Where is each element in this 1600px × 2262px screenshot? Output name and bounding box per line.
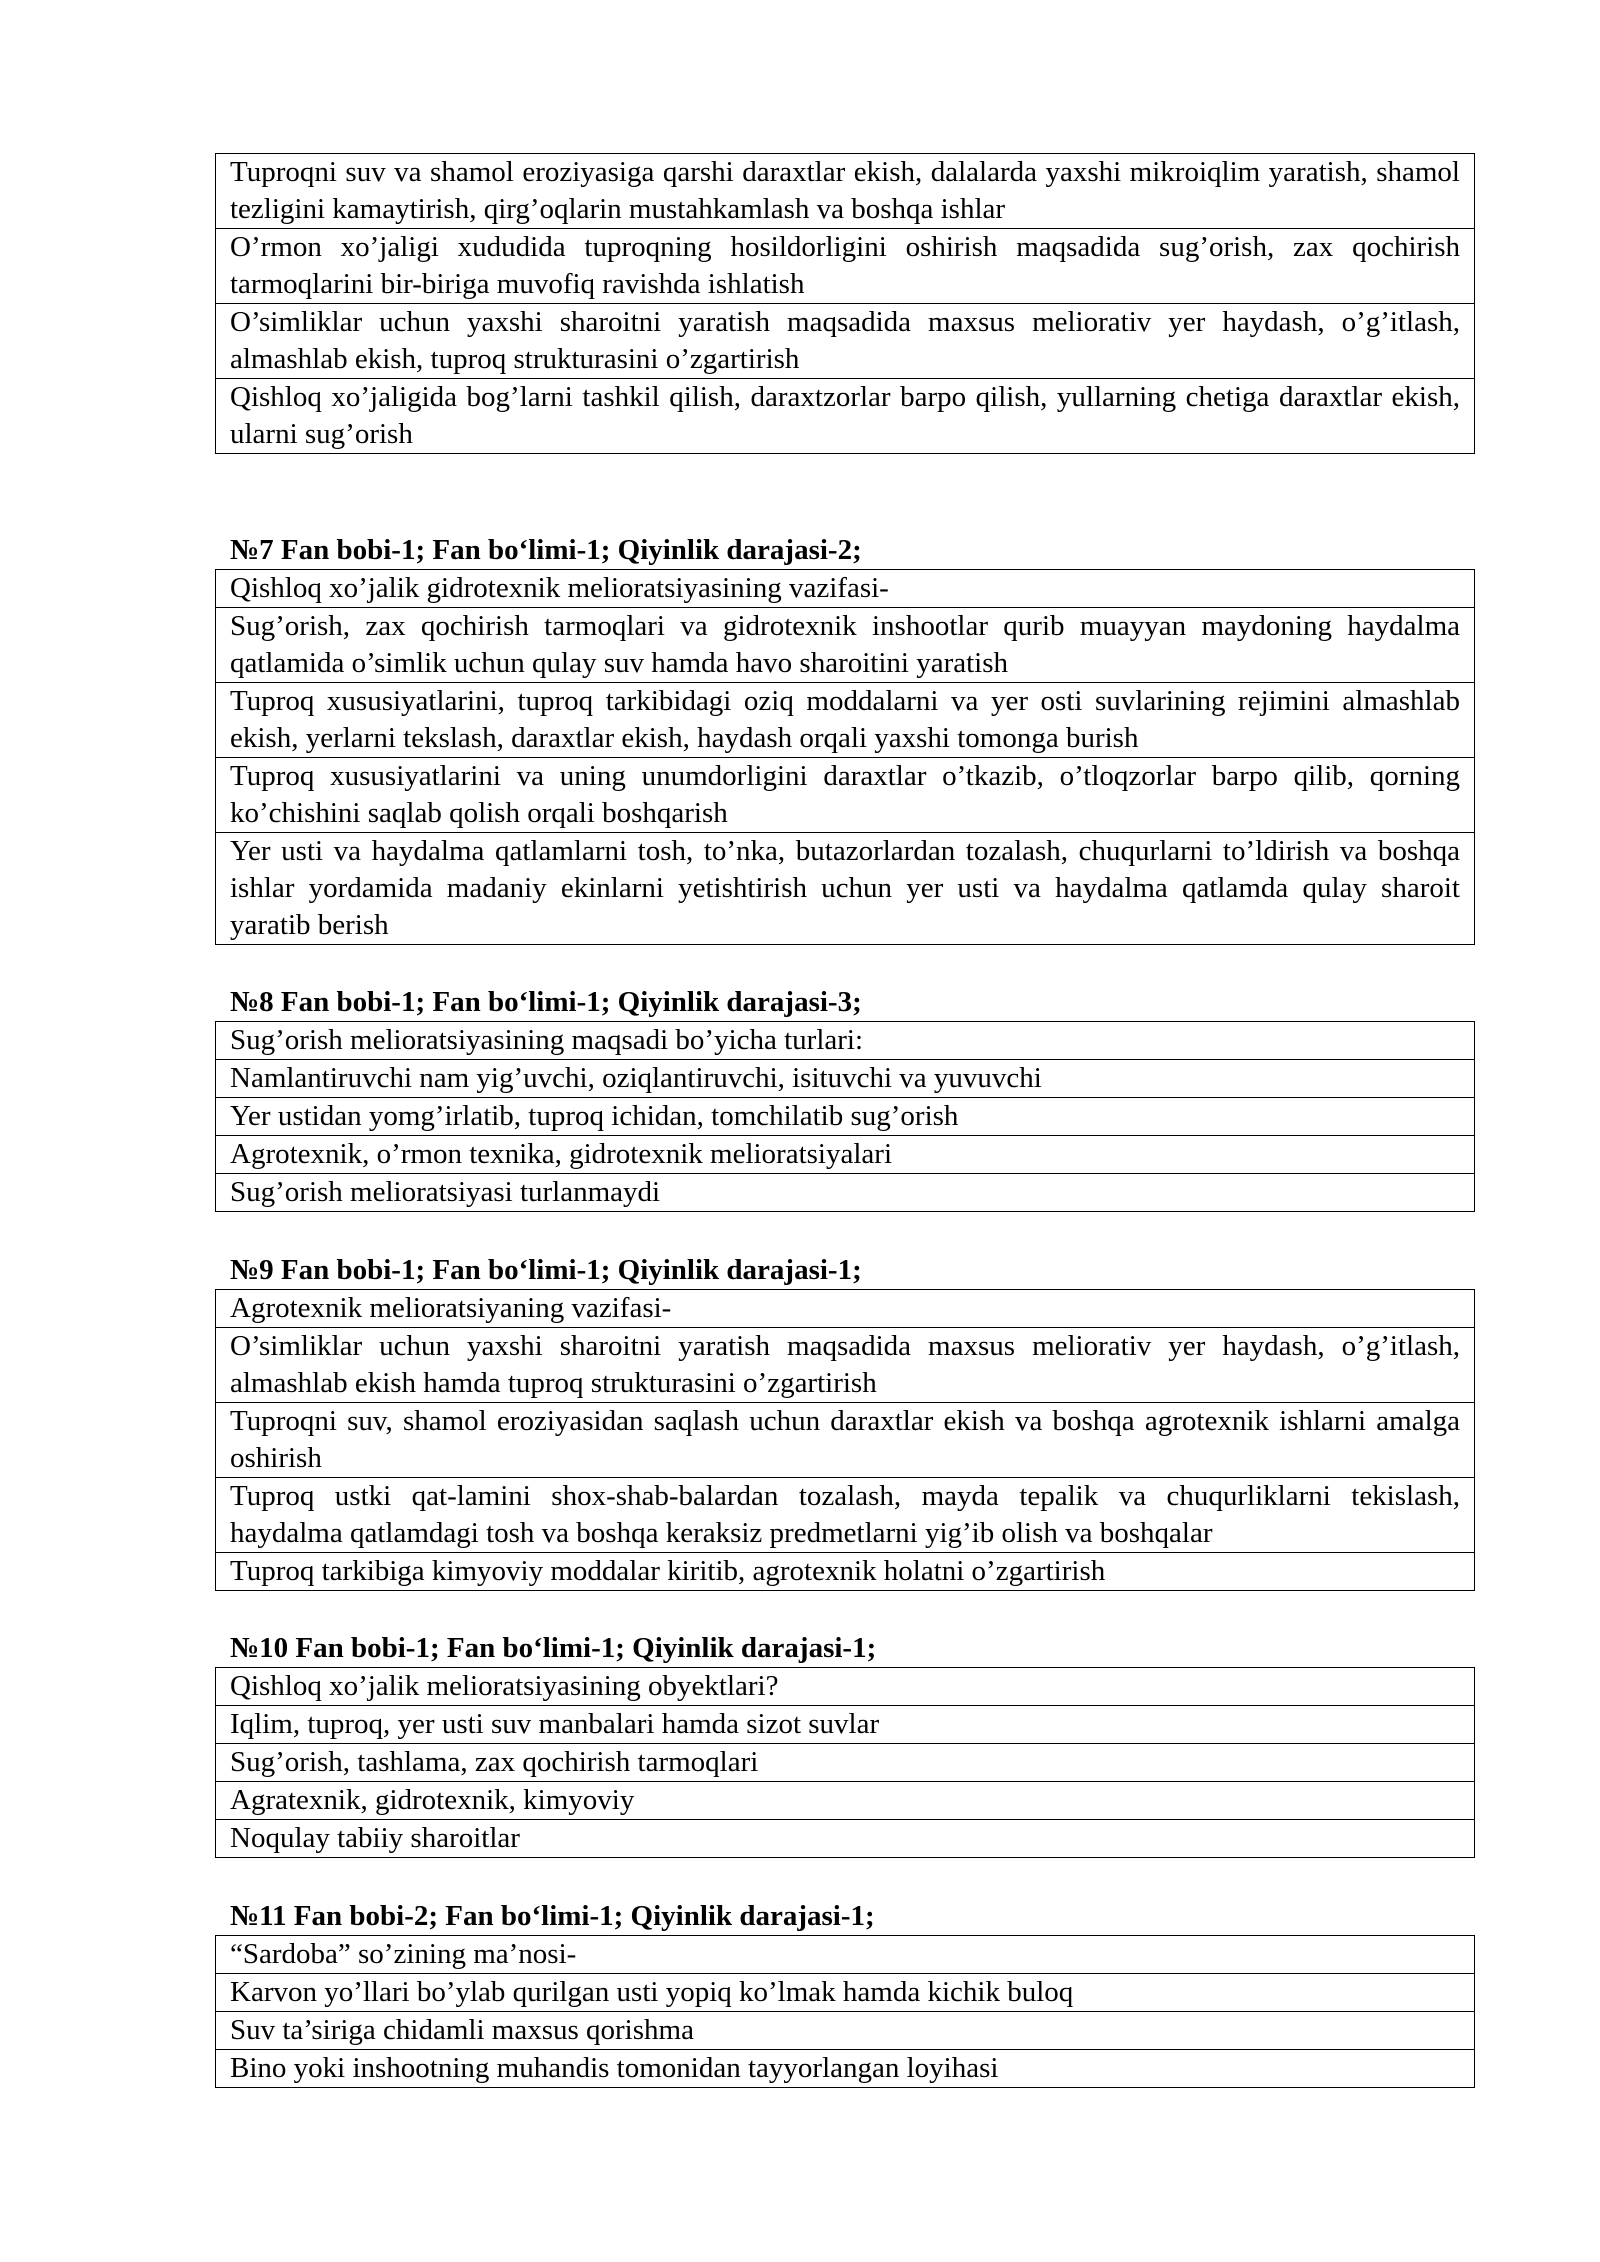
table-row <box>216 2012 1475 2050</box>
table-row <box>216 758 1475 833</box>
table-row <box>216 1403 1475 1478</box>
answer-option: Sug’orish, tashlama, zax qochirish tarmoqlari <box>216 1744 1475 1782</box>
question-heading: №7 Fan bobi-1; Fan bo‘limi-1; Qiyinlik darajasi-2; <box>230 534 862 566</box>
answer-option: Qishloq xo’jaligida bog’larni tashkil qilish, daraxtzorlar barpo qilish, yullarning chetiga daraxtlar ekish, ularni sug’orish <box>216 379 1475 454</box>
table-row <box>216 1974 1475 2012</box>
answer-option: Tuproq ustki qat-lamini shox-shab-balardan tozalash, mayda tepalik va chuqurliklarni tekislash, haydalma qatlamdagi tosh va boshqa keraksiz predmetlarni yig’ib olish va boshqalar <box>216 1478 1475 1553</box>
table-row <box>216 229 1475 304</box>
table-row <box>216 1290 1475 1328</box>
answer-option: Karvon yo’llari bo’ylab qurilgan usti yopiq ko’lmak hamda kichik buloq <box>216 1974 1475 2012</box>
question-text: Sug’orish melioratsiyasining maqsadi bo’yicha turlari: <box>216 1022 1475 1060</box>
answer-table <box>215 1289 1475 1591</box>
answer-option: Yer usti va haydalma qatlamlarni tosh, to’nka, butazorlardan tozalash, chuqurlarni to’ldirish va boshqa ishlar yordamida madaniy ekinlarni yetishtirish uchun yer usti va haydalma qatlamda qulay sharoit yaratib berish <box>216 833 1475 945</box>
question-block-7 <box>215 569 1475 945</box>
table-row <box>216 1782 1475 1820</box>
question-heading: №10 Fan bobi-1; Fan bo‘limi-1; Qiyinlik darajasi-1; <box>230 1632 877 1664</box>
question-heading: №9 Fan bobi-1; Fan bo‘limi-1; Qiyinlik darajasi-1; <box>230 1254 862 1286</box>
table-row <box>216 1098 1475 1136</box>
table-row <box>216 1820 1475 1858</box>
answer-option: Suv ta’siriga chidamli maxsus qorishma <box>216 2012 1475 2050</box>
answer-option: Sug’orish, zax qochirish tarmoqlari va gidrotexnik inshootlar qurib muayyan maydoning haydalma qatlamida o’simlik uchun qulay suv hamda havo sharoitini yaratish <box>216 608 1475 683</box>
table-row <box>216 2050 1475 2088</box>
question-text: Agrotexnik melioratsiyaning vazifasi- <box>216 1290 1475 1328</box>
answer-option: Tuproq xususiyatlarini, tuproq tarkibidagi oziq moddalarni va yer osti suvlarining rejimini almashlab ekish, yerlarni tekslash, daraxtlar ekish, haydash orqali yaxshi tomonga burish <box>216 683 1475 758</box>
answer-option: Iqlim, tuproq, yer usti suv manbalari hamda sizot suvlar <box>216 1706 1475 1744</box>
table-row <box>216 1174 1475 1212</box>
table-row <box>216 1668 1475 1706</box>
table-row <box>216 1136 1475 1174</box>
question-heading: №8 Fan bobi-1; Fan bo‘limi-1; Qiyinlik darajasi-3; <box>230 986 862 1018</box>
answer-option: Namlantiruvchi nam yig’uvchi, oziqlantiruvchi, isituvchi va yuvuvchi <box>216 1060 1475 1098</box>
table-row <box>216 1328 1475 1403</box>
table-row <box>216 1022 1475 1060</box>
question-heading: №11 Fan bobi-2; Fan bo‘limi-1; Qiyinlik darajasi-1; <box>230 1900 875 1932</box>
table-row <box>216 1060 1475 1098</box>
answer-option: Tuproq tarkibiga kimyoviy moddalar kiritib, agrotexnik holatni o’zgartirish <box>216 1553 1475 1591</box>
answer-table <box>215 1667 1475 1858</box>
answer-option: O’rmon xo’jaligi xududida tuproqning hosildorligini oshirish maqsadida sug’orish, zax qochirish tarmoqlarini bir-biriga muvofiq ravishda ishlatish <box>216 229 1475 304</box>
table-row <box>216 1936 1475 1974</box>
answer-table <box>215 153 1475 454</box>
table-row <box>216 608 1475 683</box>
table-row <box>216 154 1475 229</box>
table-row <box>216 570 1475 608</box>
answer-option: Tuproq xususiyatlarini va uning unumdorligini daraxtlar o’tkazib, o’tloqzorlar barpo qilib, qorning ko’chishini saqlab qolish orqali boshqarish <box>216 758 1475 833</box>
answer-option: O’simliklar uchun yaxshi sharoitni yaratish maqsadida maxsus meliorativ yer haydash, o’g’itlash, almashlab ekish hamda tuproq strukturasini o’zgartirish <box>216 1328 1475 1403</box>
question-text: Qishloq xo’jalik melioratsiyasining obyektlari? <box>216 1668 1475 1706</box>
answer-option: O’simliklar uchun yaxshi sharoitni yaratish maqsadida maxsus meliorativ yer haydash, o’g’itlash, almashlab ekish, tuproq strukturasini o’zgartirish <box>216 304 1475 379</box>
answer-option: Noqulay tabiiy sharoitlar <box>216 1820 1475 1858</box>
table-row <box>216 1478 1475 1553</box>
table-row <box>216 1706 1475 1744</box>
question-block-6-continued <box>215 153 1475 454</box>
answer-table <box>215 1021 1475 1212</box>
answer-table <box>215 1935 1475 2088</box>
answer-option: Yer ustidan yomg’irlatib, tuproq ichidan, tomchilatib sug’orish <box>216 1098 1475 1136</box>
answer-option: Sug’orish melioratsiyasi turlanmaydi <box>216 1174 1475 1212</box>
question-text: “Sardoba” so’zining ma’nosi- <box>216 1936 1475 1974</box>
answer-option: Bino yoki inshootning muhandis tomonidan tayyorlangan loyihasi <box>216 2050 1475 2088</box>
answer-option: Agrotexnik, o’rmon texnika, gidrotexnik melioratsiyalari <box>216 1136 1475 1174</box>
question-text: Qishloq xo’jalik gidrotexnik melioratsiyasining vazifasi- <box>216 570 1475 608</box>
question-block-10 <box>215 1667 1475 1858</box>
answer-option: Tuproqni suv, shamol eroziyasidan saqlash uchun daraxtlar ekish va boshqa agrotexnik ishlarni amalga oshirish <box>216 1403 1475 1478</box>
question-block-11 <box>215 1935 1475 2088</box>
question-block-8 <box>215 1021 1475 1212</box>
question-block-9 <box>215 1289 1475 1591</box>
answer-option: Tuproqni suv va shamol eroziyasiga qarshi daraxtlar ekish, dalalarda yaxshi mikroiqlim yaratish, shamol tezligini kamaytirish, qirg’oqlarin mustahkamlash va boshqa ishlar <box>216 154 1475 229</box>
table-row <box>216 683 1475 758</box>
table-row <box>216 304 1475 379</box>
table-row <box>216 1553 1475 1591</box>
table-row <box>216 833 1475 945</box>
table-row <box>216 1744 1475 1782</box>
answer-table <box>215 569 1475 945</box>
table-row <box>216 379 1475 454</box>
answer-option: Agratexnik, gidrotexnik, kimyoviy <box>216 1782 1475 1820</box>
